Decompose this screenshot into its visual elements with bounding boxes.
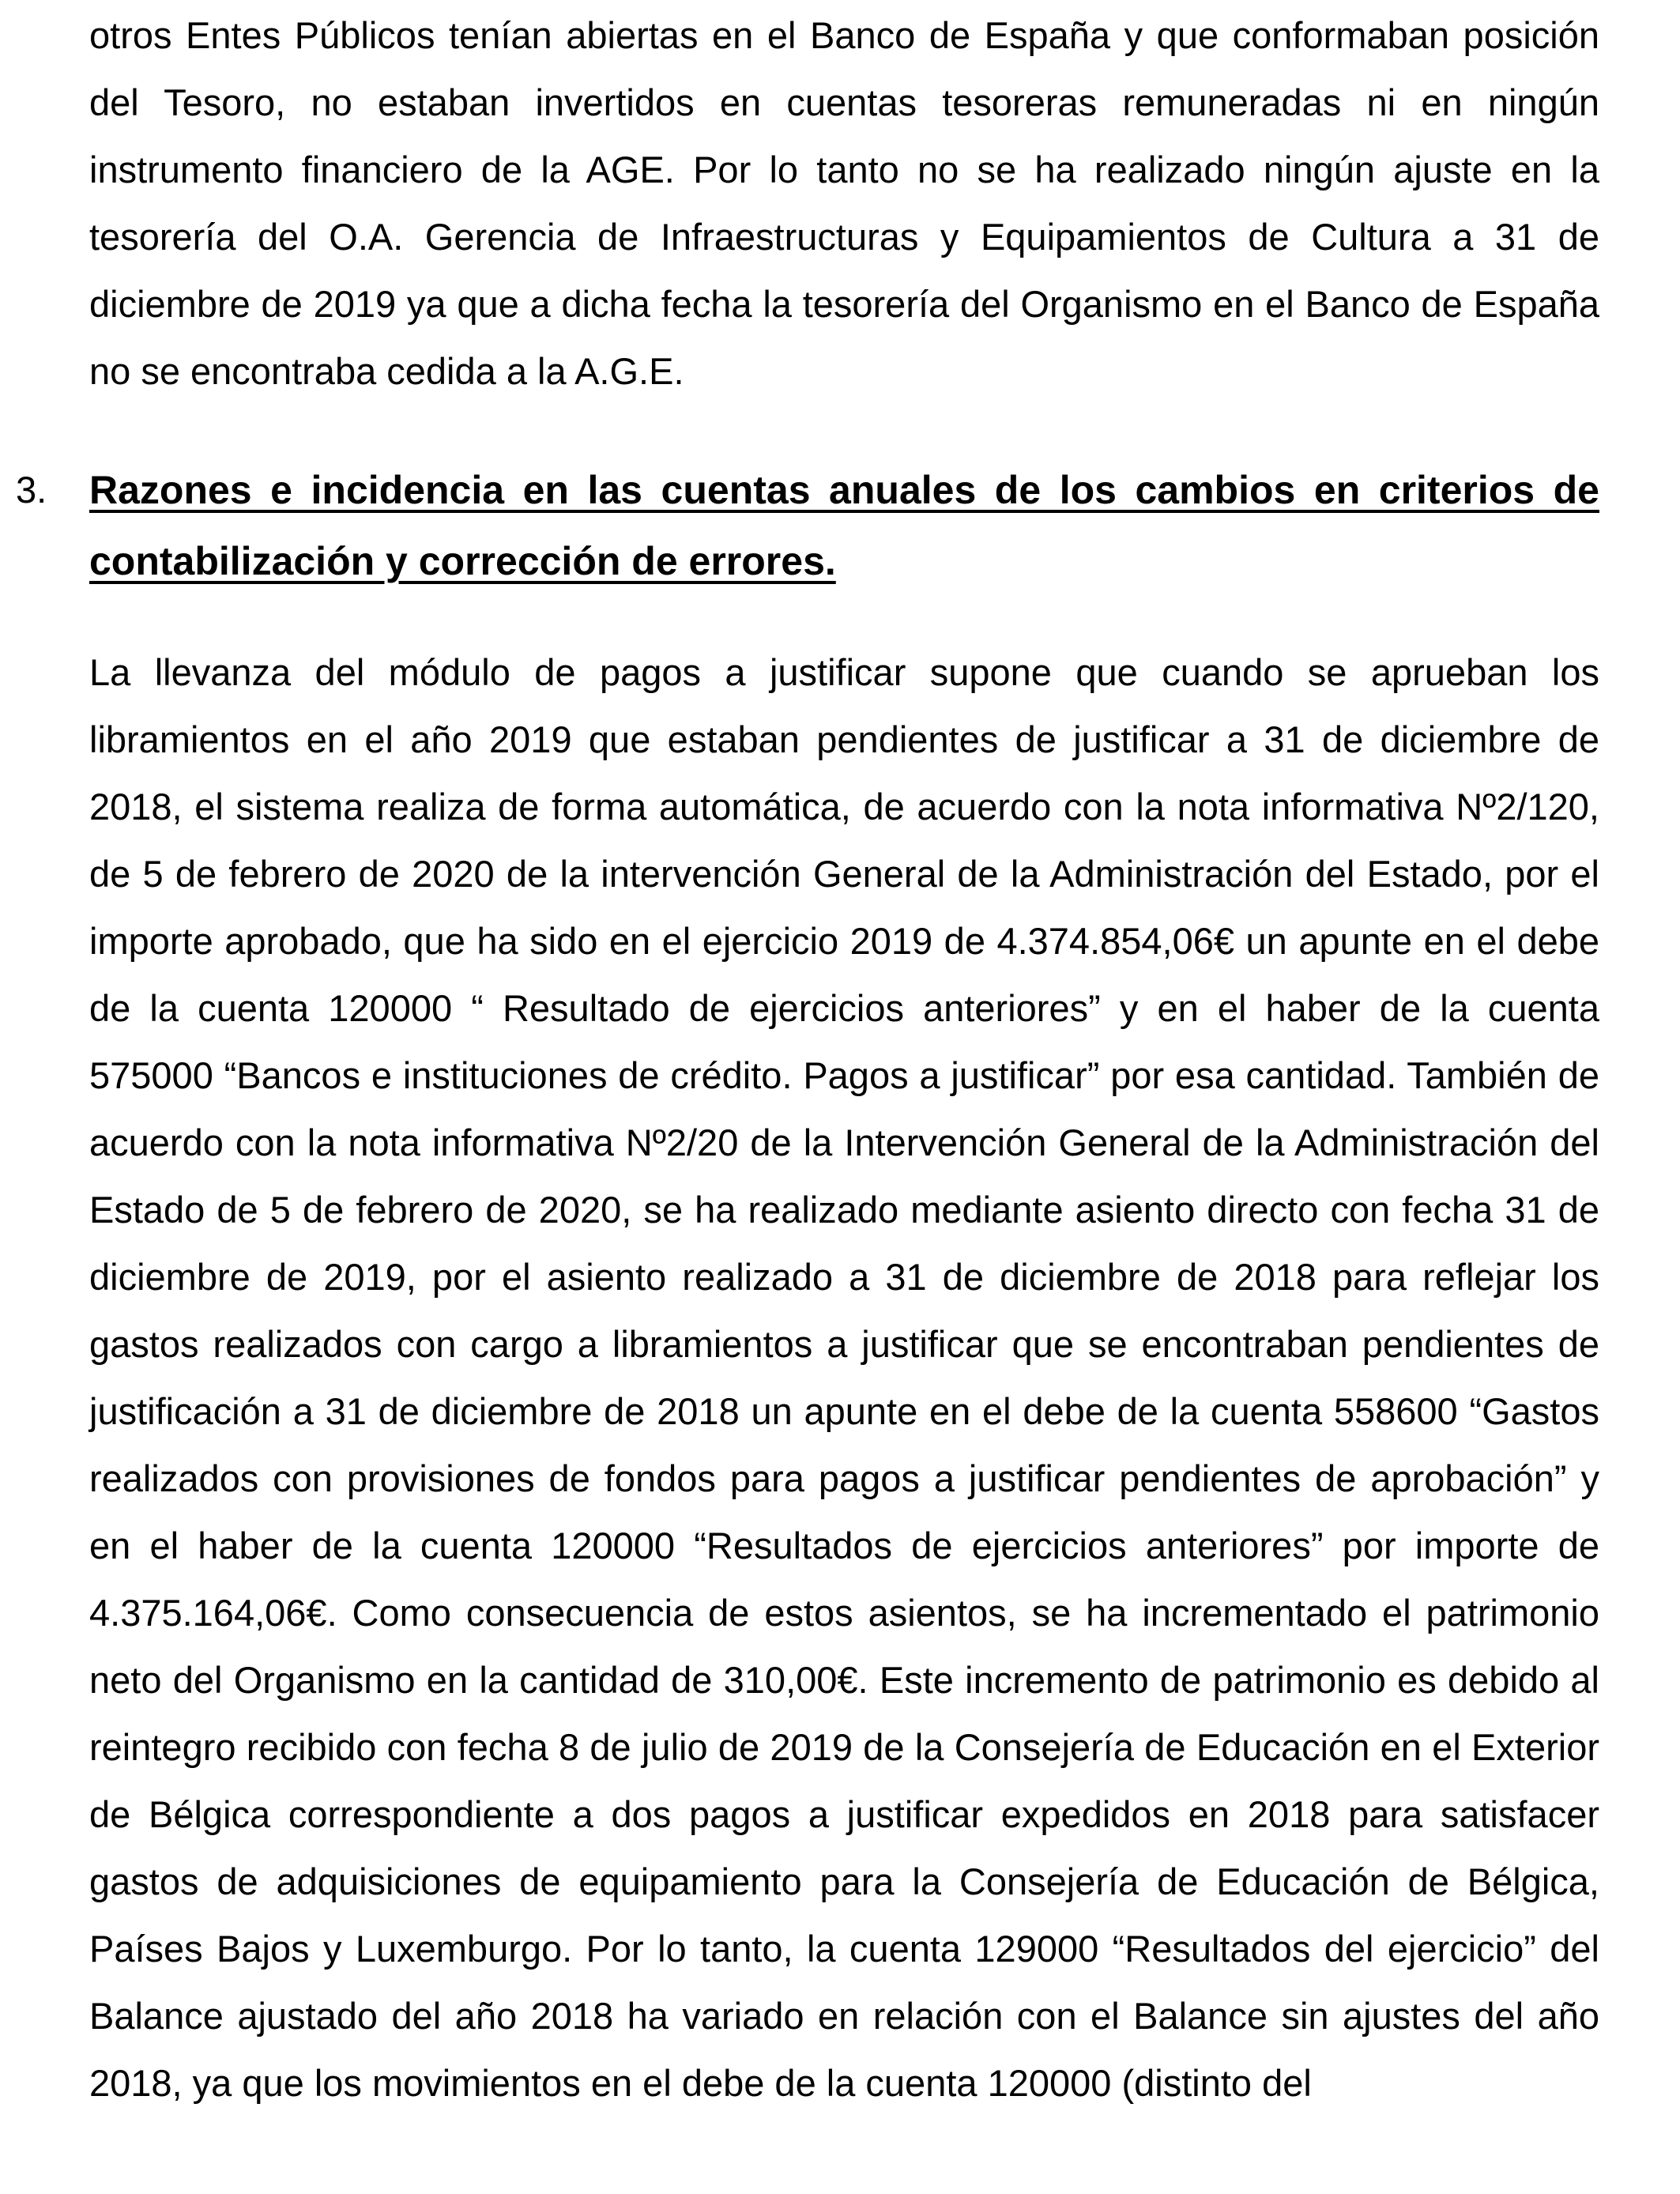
section-number: 3. [16,469,47,511]
intro-paragraph: otros Entes Públicos tenían abiertas en el Banco de España y que conformaban posición del Tesoro, no estaban invertidos en cuentas tesoreras remuneradas ni en ningún instrumento financiero de la AGE. Por lo tanto no se ha realizado ningún ajuste en la tesorería del O.A. Gerencia de Infraestructuras y Equipamientos de Cultura a 31 de diciembre de 2019 ya que a dicha fecha la tesorería del Organismo en el Banco de España no se encontraba cedida a la A.G.E. [89,14,1599,392]
section-heading: Razones e incidencia en las cuentas anuales de los cambios en criterios de contabilización y corrección de errores. [89,468,1599,583]
body-paragraph: La llevanza del módulo de pagos a justificar supone que cuando se aprueban los libramientos en el año 2019 que estaban pendientes de justificar a 31 de diciembre de 2018, el sistema realiza de forma automática, de acuerdo con la nota informativa Nº2/120, de 5 de febrero de 2020 de la intervención General de la Administración del Estado, por el importe aprobado, que ha sido en el ejercicio 2019 de 4.374.854,06€ un apunte en el debe de la cuenta 120000 “ Resultado de ejercicios anteriores” y en el haber de la cuenta 575000 “Bancos e instituciones de crédito. Pagos a justificar” por esa cantidad. También de acuerdo con la nota informativa Nº2/20 de la Intervención General de la Administración del Estado de 5 de febrero de 2020, se ha realizado mediante asiento directo con fecha 31 de diciembre de 2019, por el asiento realizado a 31 de diciembre de 2018 para reflejar los gastos realizados con cargo a libramientos a justificar que se encontraban pendientes de justificación a 31 de diciembre de 2018 un apunte en el debe de la cuenta 558600 “Gastos realizados con provisiones de fondos para pagos a justificar pendientes de aprobación” y en el haber de la cuenta 120000 “Resultados de ejercicios anteriores” por importe de 4.375.164,06€. Como consecuencia de estos asientos, se ha incrementado el patrimonio neto del Organismo en la cantidad de 310,00€. Este incremento de patrimonio es debido al reintegro recibido con fecha 8 de julio de 2019 de la Consejería de Educación en el Exterior de Bélgica correspondiente a dos pagos a justificar expedidos en 2018 para satisfacer gastos de adquisiciones de equipamiento para la Consejería de Educación de Bélgica, Países Bajos y Luxemburgo. Por lo tanto, la cuenta 129000 “Resultados del ejercicio” del Balance ajustado del año 2018 ha variado en relación con el Balance sin ajustes del año 2018, ya que los movimientos en el debe de la cuenta 120000 (distinto del [89,651,1599,2104]
